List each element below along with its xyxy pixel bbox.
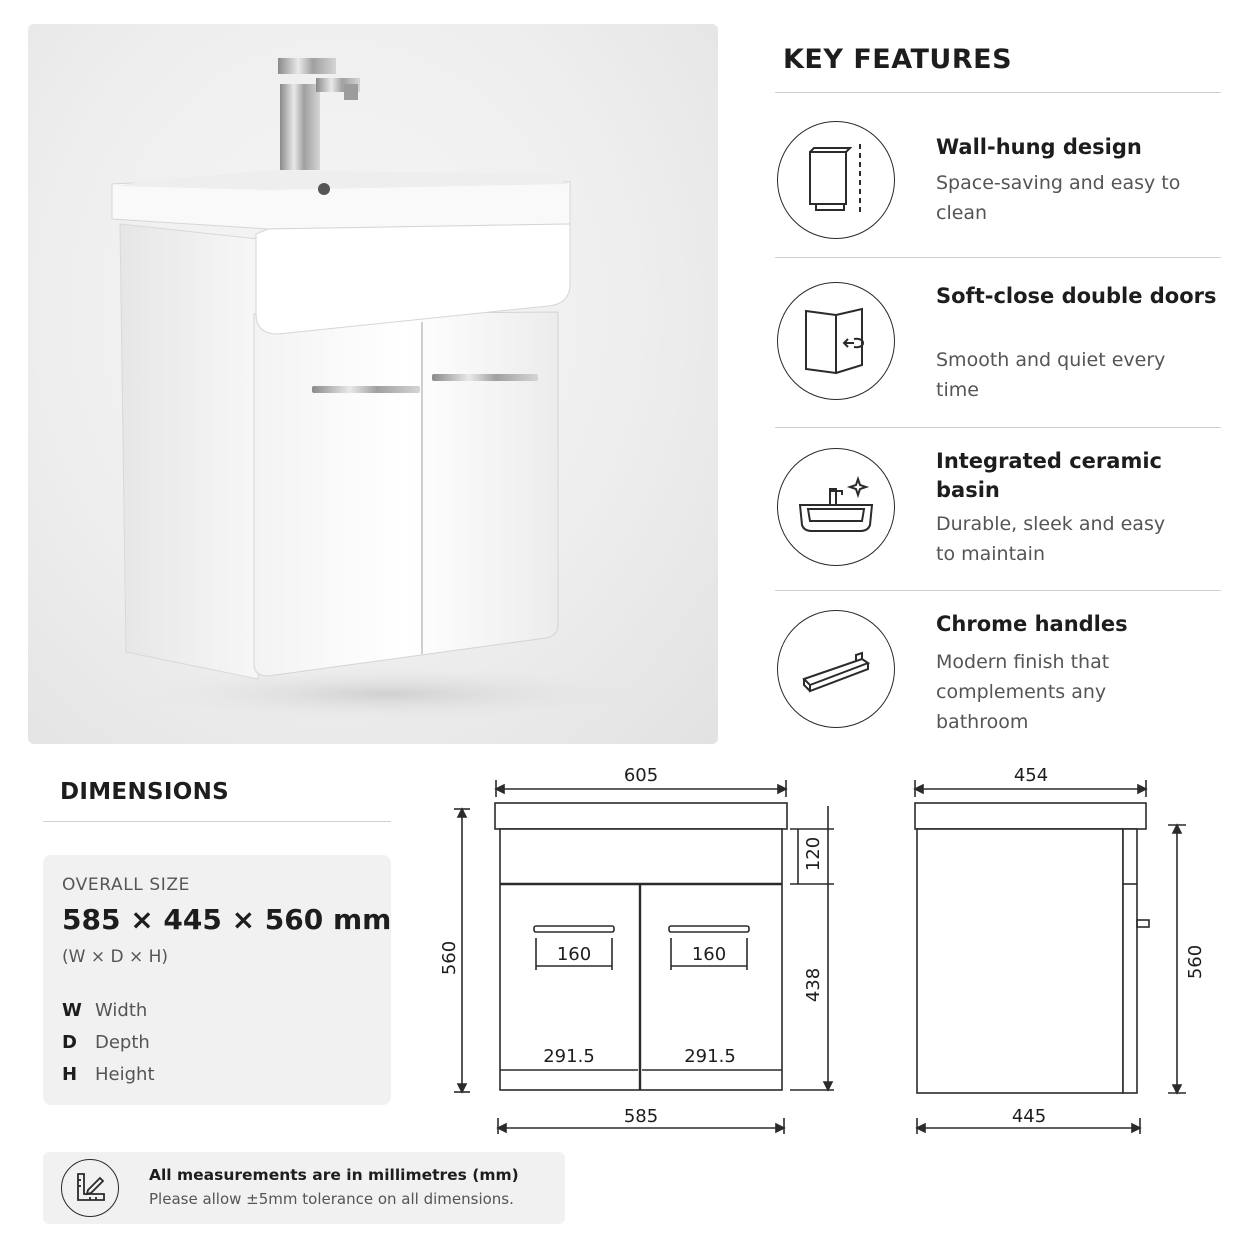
feature-title: Wall-hung design [936, 135, 1142, 159]
overall-size-order: (W × D × H) [62, 947, 169, 967]
legend-key: D [62, 1032, 77, 1053]
front-height-label: 560 [439, 940, 460, 976]
door-left-width-label: 291.5 [543, 1046, 595, 1067]
legend-key: H [62, 1064, 78, 1085]
legend-label: Depth [95, 1032, 150, 1053]
feature-title: Integrated ceramic basin [936, 449, 1162, 502]
side-top-depth-label: 454 [1013, 765, 1049, 786]
legend-key: W [62, 1000, 82, 1021]
overall-size-value: 585 × 445 × 560 mm [62, 903, 392, 936]
feature-description: Modern finish that complements any bathroom [936, 651, 1110, 733]
feature-description: Smooth and quiet every time [936, 349, 1166, 401]
note-subtitle: Please allow ±5mm tolerance on all dimensions. [149, 1190, 514, 1208]
door-height-label: 438 [803, 967, 824, 1003]
door-right-width-label: 291.5 [684, 1046, 736, 1067]
side-view-drawing [915, 780, 1186, 1134]
legend-label: Height [95, 1064, 155, 1085]
front-bottom-width-label: 585 [623, 1106, 659, 1127]
side-bottom-depth-label: 445 [1011, 1106, 1047, 1127]
note-title: All measurements are in millimetres (mm) [149, 1166, 519, 1184]
key-features-heading: KEY FEATURES [783, 44, 1013, 75]
feature-title: Soft-close double doors [936, 284, 1217, 308]
side-height-label: 560 [1185, 944, 1206, 980]
handle-left-label: 160 [556, 944, 592, 965]
feature-description: Space-saving and easy to clean [936, 172, 1181, 224]
basin-height-label: 120 [803, 836, 824, 872]
legend-label: Width [95, 1000, 148, 1021]
overall-size-label: OVERALL SIZE [62, 875, 190, 895]
feature-title: Chrome handles [936, 612, 1128, 636]
dimensions-heading: DIMENSIONS [60, 779, 229, 805]
handle-right-label: 160 [691, 944, 727, 965]
feature-description: Durable, sleek and easy to maintain [936, 513, 1166, 565]
front-top-width-label: 605 [623, 765, 659, 786]
